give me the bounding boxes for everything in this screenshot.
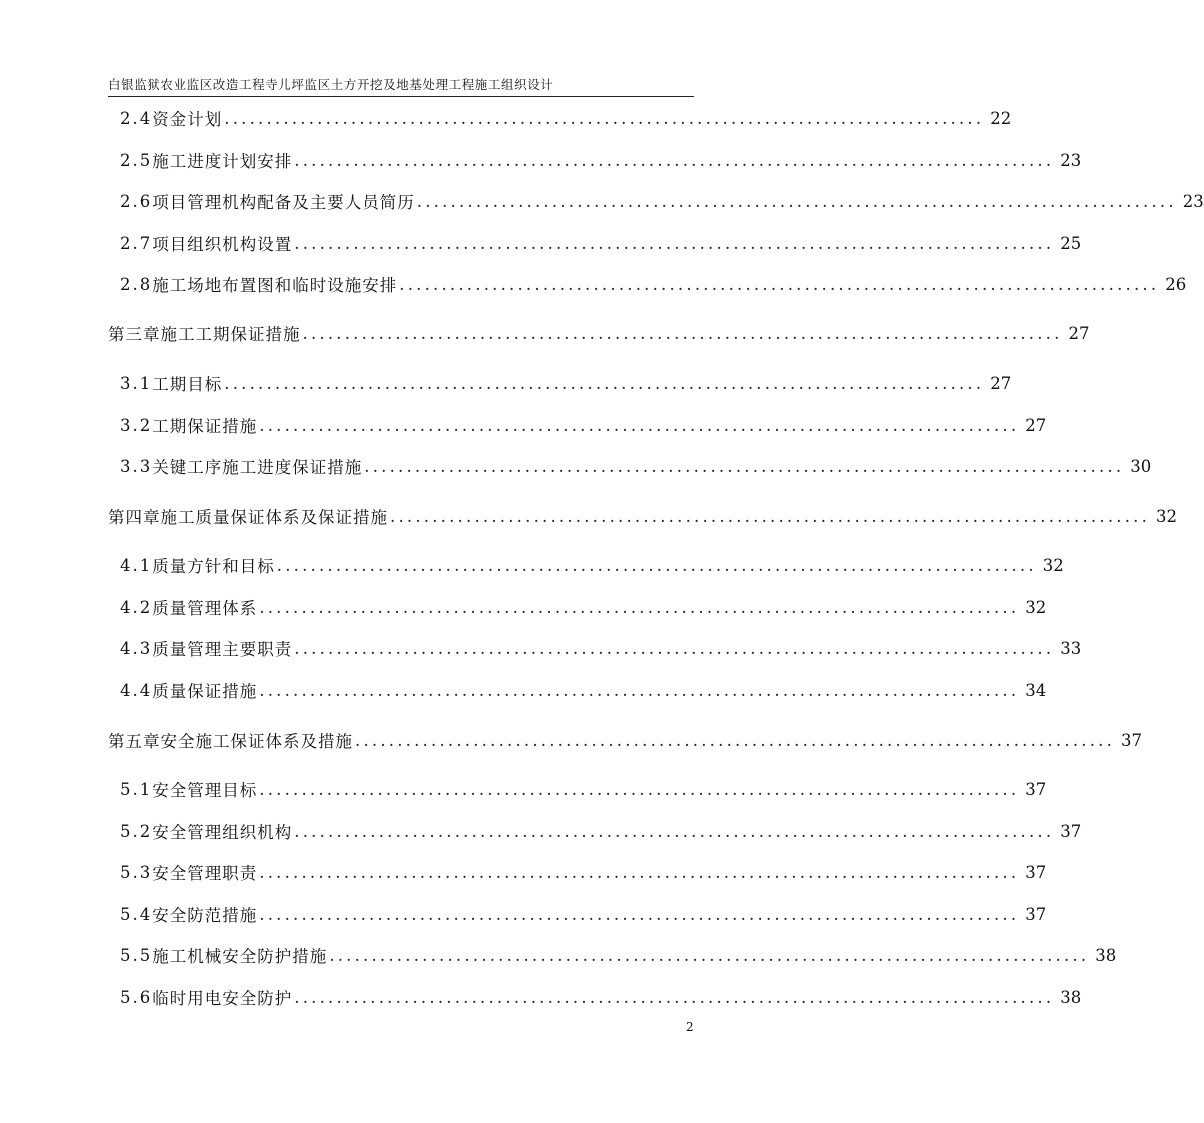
dot-leader: .......................................................................................... xyxy=(224,373,985,393)
toc-entry-5-1[interactable] xyxy=(108,776,1047,802)
toc-entry-5-4[interactable] xyxy=(108,901,1047,927)
toc-number: 5.2 xyxy=(120,821,153,841)
toc-page: 37 xyxy=(1121,730,1143,750)
toc-entry-4-1[interactable] xyxy=(108,552,1064,578)
running-header: 白银监狱农业监区改造工程寺儿坪监区土方开挖及地基处理工程施工组织设计 xyxy=(108,77,554,92)
toc-number: 4.1 xyxy=(120,555,153,575)
toc-title: 质量管理主要职责 xyxy=(152,640,293,659)
toc-entry-5-5[interactable] xyxy=(108,942,1117,968)
toc-number: 5.3 xyxy=(120,862,153,882)
toc-number: 4.4 xyxy=(120,680,153,700)
toc-entry-2-5[interactable] xyxy=(108,147,1082,173)
toc-page: 32 xyxy=(1025,597,1047,617)
dot-leader: .......................................................................................... xyxy=(276,555,1037,575)
dot-leader: .......................................................................................... xyxy=(259,415,1020,435)
toc-number: 2.7 xyxy=(120,233,153,253)
toc-page: 38 xyxy=(1060,987,1082,1007)
toc-page: 25 xyxy=(1060,233,1082,253)
dot-leader: .......................................................................................... xyxy=(302,323,1063,343)
toc-title: 项目管理机构配备及主要人员简历 xyxy=(152,193,415,212)
toc-entry-2-4[interactable] xyxy=(108,105,1012,131)
toc-title: 施工质量保证体系及保证措施 xyxy=(160,508,388,527)
toc-title: 关键工序施工进度保证措施 xyxy=(152,458,363,477)
toc-number: 4.3 xyxy=(120,638,153,658)
toc-page: 38 xyxy=(1095,945,1117,965)
toc-entry-5-6[interactable] xyxy=(108,984,1082,1010)
toc-title: 安全管理目标 xyxy=(152,781,258,800)
dot-leader: .......................................................................................... xyxy=(399,274,1160,294)
toc-title: 安全管理组织机构 xyxy=(152,823,293,842)
toc-entry-5-2[interactable] xyxy=(108,818,1082,844)
toc-title: 临时用电安全防护 xyxy=(152,989,293,1008)
toc-number: 3.1 xyxy=(120,373,153,393)
toc-page: 32 xyxy=(1042,555,1064,575)
toc-page: 22 xyxy=(990,108,1012,128)
toc-title: 施工工期保证措施 xyxy=(160,325,301,344)
toc-entry-3-1[interactable] xyxy=(108,370,1012,396)
toc-title: 安全施工保证体系及措施 xyxy=(160,732,353,751)
toc-page: 37 xyxy=(1025,904,1047,924)
toc-page: 27 xyxy=(990,373,1012,393)
toc-number: 3.2 xyxy=(120,415,153,435)
toc-number: 5.6 xyxy=(120,987,153,1007)
toc-entry-2-8[interactable] xyxy=(108,271,1187,297)
dot-leader: .......................................................................................... xyxy=(390,506,1151,526)
toc-entry-chapter-3[interactable] xyxy=(108,320,1090,346)
toc-chapter-number: 第四章 xyxy=(108,508,161,527)
toc-page: 23 xyxy=(1182,191,1204,211)
dot-leader: .......................................................................................... xyxy=(224,108,985,128)
toc-title: 安全管理职责 xyxy=(152,864,258,883)
toc-number: 2.5 xyxy=(120,150,153,170)
toc-entry-3-3[interactable] xyxy=(108,453,1152,479)
toc-entry-4-4[interactable] xyxy=(108,677,1047,703)
toc-page: 27 xyxy=(1068,323,1090,343)
toc-page: 37 xyxy=(1025,779,1047,799)
toc-title: 工期目标 xyxy=(152,375,223,394)
toc-chapter-number: 第五章 xyxy=(108,732,161,751)
toc-entry-chapter-5[interactable] xyxy=(108,727,1143,753)
toc-page: 27 xyxy=(1025,415,1047,435)
dot-leader: .......................................................................................... xyxy=(259,779,1020,799)
dot-leader: .......................................................................................... xyxy=(294,821,1055,841)
toc-page: 26 xyxy=(1165,274,1187,294)
toc-entry-3-2[interactable] xyxy=(108,412,1047,438)
toc-page: 37 xyxy=(1025,862,1047,882)
toc-entry-chapter-4[interactable] xyxy=(108,503,1178,529)
toc-entry-2-6[interactable] xyxy=(108,188,1204,214)
toc-title: 施工进度计划安排 xyxy=(152,152,293,171)
toc-title: 安全防范措施 xyxy=(152,906,258,925)
toc-page: 30 xyxy=(1130,456,1152,476)
dot-leader: .......................................................................................... xyxy=(329,945,1090,965)
toc-page: 32 xyxy=(1156,506,1178,526)
toc-entry-4-2[interactable] xyxy=(108,594,1047,620)
page-number: 2 xyxy=(686,1020,694,1034)
dot-leader: .......................................................................................... xyxy=(259,904,1020,924)
dot-leader: .......................................................................................... xyxy=(259,597,1020,617)
toc-number: 4.2 xyxy=(120,597,153,617)
dot-leader: .......................................................................................... xyxy=(416,191,1177,211)
toc-title: 项目组织机构设置 xyxy=(152,235,293,254)
toc-page: 37 xyxy=(1060,821,1082,841)
toc-number: 2.6 xyxy=(120,191,153,211)
toc-number: 2.8 xyxy=(120,274,153,294)
toc-title: 施工场地布置图和临时设施安排 xyxy=(152,276,398,295)
toc-title: 质量管理体系 xyxy=(152,599,258,618)
toc-number: 3.3 xyxy=(120,456,153,476)
toc-title: 工期保证措施 xyxy=(152,417,258,436)
toc-title: 资金计划 xyxy=(152,110,223,129)
toc-number: 5.1 xyxy=(120,779,153,799)
toc-number: 5.4 xyxy=(120,904,153,924)
toc-entry-2-7[interactable] xyxy=(108,230,1082,256)
dot-leader: .......................................................................................... xyxy=(259,862,1020,882)
dot-leader: .......................................................................................... xyxy=(355,730,1116,750)
toc-number: 5.5 xyxy=(120,945,153,965)
toc-title: 施工机械安全防护措施 xyxy=(152,947,328,966)
toc-page: 33 xyxy=(1060,638,1082,658)
toc-number: 2.4 xyxy=(120,108,153,128)
toc-title: 质量方针和目标 xyxy=(152,557,275,576)
toc-entry-5-3[interactable] xyxy=(108,859,1047,885)
toc-entry-4-3[interactable] xyxy=(108,635,1082,661)
header-rule xyxy=(108,96,694,97)
dot-leader: .......................................................................................... xyxy=(294,150,1055,170)
toc-chapter-number: 第三章 xyxy=(108,325,161,344)
toc-title: 质量保证措施 xyxy=(152,682,258,701)
toc-page: 34 xyxy=(1025,680,1047,700)
dot-leader: .......................................................................................... xyxy=(364,456,1125,476)
toc-page: 23 xyxy=(1060,150,1082,170)
dot-leader: .......................................................................................... xyxy=(294,638,1055,658)
dot-leader: .......................................................................................... xyxy=(294,987,1055,1007)
dot-leader: .......................................................................................... xyxy=(294,233,1055,253)
dot-leader: .......................................................................................... xyxy=(259,680,1020,700)
